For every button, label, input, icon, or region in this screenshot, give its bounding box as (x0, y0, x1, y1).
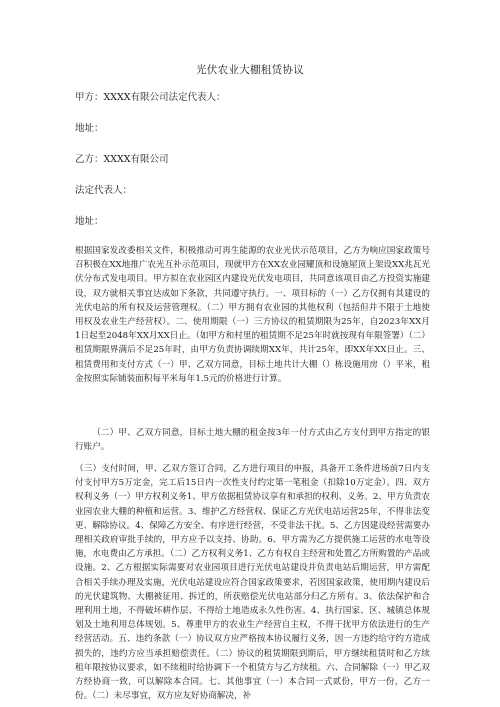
paragraph-terms: （三）支付时间，甲、乙双方签订合同，乙方进行项目的申报，具备开工条件进场前7日内支付支付甲方5万定金，完工后15日内一次性支付约定第一笔租金（扣除10万定金）。四、双方权利义务（一）甲方权利义务1、甲方依据租赁协议享有和承担的权利、义务。2、甲方负责农业园农业大棚的种植和运营。3、维护乙方经营权、保证乙方光伏电站运营25年，不得非法变更、解除协议。4、保障乙方安全、有序进行经营，不受非法干扰。5、乙方因建设经营需要办理相关政府审批手续的，甲方应予以支持、协助。6、甲方需为乙方提供施工运营的水电等设施，水电费由乙方承担。（二）乙方权利义务1、乙方有权自主经营和处置乙方所购置的产品或设施。2、乙方根据实际需要对农业园项目进行光伏电站建设并负责电站后期运营，甲方需配合相关手续办理及实施，光伏电站建设应符合国家政策要求，若因国家政策，使用期内建设后的光伏建筑物、大棚被征用、拆迁的，所获赔偿光伏电站部分归乙方所有。3、依法保护和合理利用土地，不得破坏耕作层、不得给土地造成永久性伤害。4、执行国家、区、城镇总体规划及土地利用总体规划。5、尊重甲方的农业生产经营自主权，不得干扰甲方依法进行的生产经营活动。五、违约条款（一）协议双方应严格按本协议履行义务，因一方违约给守约方造成损失的，违约方应当承担赔偿责任。（二）协议的租赁期限到期后，甲方继续租赁时和乙方续租年限按协议要求，如不续租时给协调下一个租赁方与乙方续租。六、合同解除（一）甲乙双方经协商一致，可以解除本合同。七、其他事宜（一）本合同一式贰份，甲方一份，乙方一份。（二）未尽事宜，双方应友好协商解决，补 (75, 464, 430, 702)
party-b-address-line: 地址： (75, 216, 104, 227)
party-a-line: 甲方：XXXX有限公司法定代表人： (75, 92, 226, 103)
party-b-line: 乙方：XXXX有限公司 (75, 154, 169, 165)
paragraph-rent-payment: （二）甲、乙双方同意，目标土地大棚的租金按3年一付方式由乙方支付到甲方指定的银行账户。 (75, 428, 430, 453)
party-a-address-line: 地址： (75, 123, 104, 134)
document-title: 光伏农业大棚租赁协议 (196, 64, 304, 76)
paragraph-preamble: 根据国家发改委相关文件，积极推动可再生能源的农业光伏示范项目，乙方为响应国家政策号召积极在XX地推广农光互补示范项目，现就甲方在XX农业园耀顶和设施屋顶上架设XX兆瓦光伏分布式发电项目。甲方拟在农业园区内建设光伏发电项目，共同意该项目由乙方投资实施建设，双方就相关事宜达成如下条款，共同遵守执行。一、项目标的（一）乙方仅拥有其建设的光伏电站的所有权及运营管理权。（二）甲方拥有农业园的其他权利（包括但并不限于土地使用权及农业生产经营权）。二、使用期限（一）三方协议的租赁期限为25年，自2023年XX月1日起至2048年XX月XX日止。（如甲方和村里的租赁期不足25年时就按现有年限签署）（二）租赁期限界满后不足25年时，由甲方负责协调续期XX年，共计25年，即XX年XX日止。三、租赁费用和支付方式（一）甲、乙双方同意，目标土地共计大棚（）栋设施用房（）平米，租金按照实际铺装面积每平米每年1.5元的价格进行计算。 (75, 246, 430, 384)
legal-representative-line: 法定代表人： (75, 185, 133, 196)
